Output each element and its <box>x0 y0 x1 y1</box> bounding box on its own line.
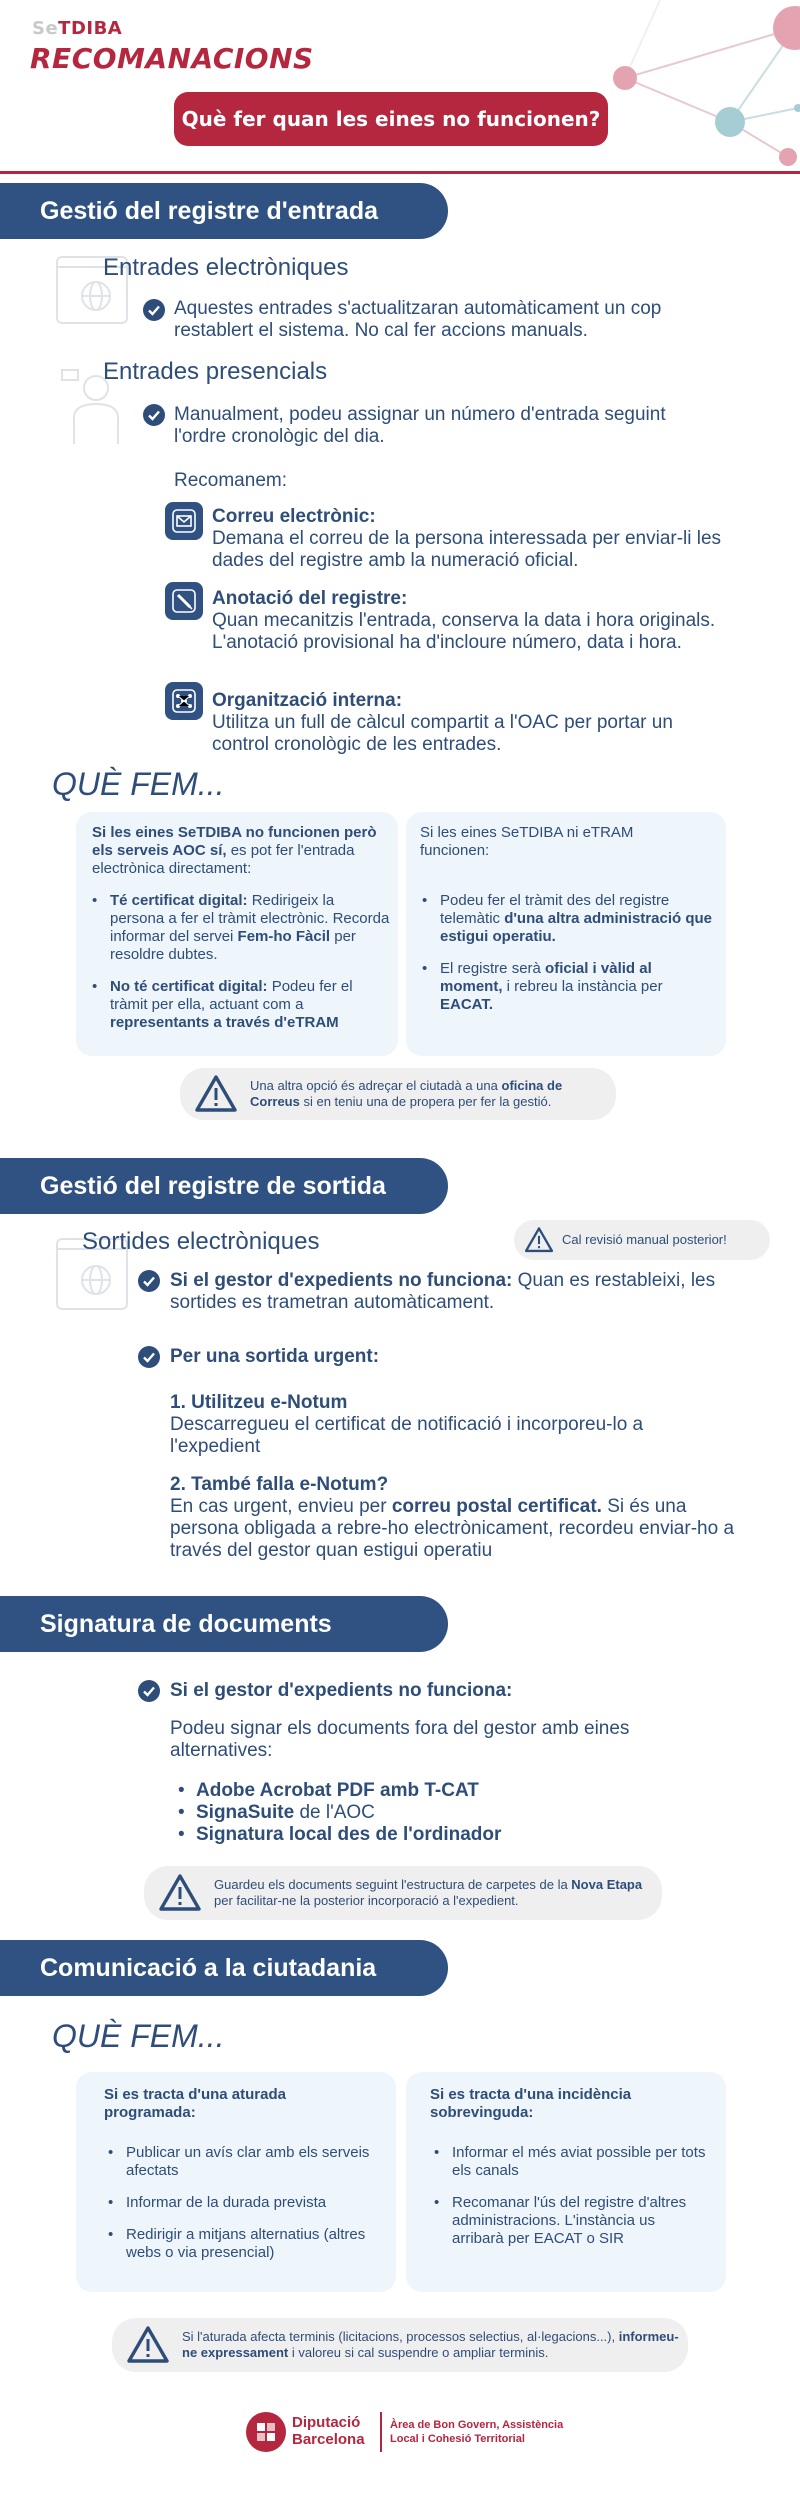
section-title-sortida: Gestió del registre de sortida <box>0 1158 448 1214</box>
section-title-entrada: Gestió del registre d'entrada <box>0 183 448 239</box>
diputacio-name: Diputació Barcelona <box>292 2414 365 2448</box>
step1-text: Descarregueu el certificat de notificació i incorporeu-lo a l'expedient <box>170 1414 644 1457</box>
entrades-electroniques-text: Aquestes entrades s'actualitzaran automàticament un cop restablert el sistema. No cal fer accions manuals. <box>174 298 662 341</box>
check-icon <box>143 299 165 321</box>
sortida-gestor-text: Si el gestor d'expedients no funciona: Quan es restableixi, les sortides es trametran automàticament. <box>170 1270 716 1313</box>
list-item: • Recomanar l'ús del registre d'altres administracions. L'instància us arribarà per EACAT o SIR <box>430 2194 706 2248</box>
footer-divider <box>380 2412 382 2452</box>
list-item: • Informar de la durada prevista <box>104 2194 380 2212</box>
list-item: • Té certificat digital: Redirigeix la persona a fer el tràmit electrònic. Recorda informar del servei Fem-ho Fàcil per resoldre dubtes. <box>88 892 392 964</box>
area-name: Àrea de Bon Govern, Assistència Local i Cohesió Territorial <box>390 2419 564 2445</box>
list-item: • No té certificat digital: Podeu fer el tràmit per ella, actuant com a representants a través d'eTRAM <box>88 978 392 1032</box>
sortides-electroniques-heading: Sortides electròniques <box>82 1228 320 1255</box>
step2-text: En cas urgent, envieu per correu postal certificat. Si és una persona obligada a rebre-ho electrònicament, recordeu enviar-ho a través del gestor quan estigui operatiu <box>170 1496 735 1561</box>
header-divider <box>0 171 800 174</box>
que-fem-heading: QUÈ FEM... <box>52 2018 225 2054</box>
section-title-comunicacio: Comunicació a la ciutadania <box>0 1940 448 1996</box>
card-intro: Si es tracta d'una aturada programada: <box>104 2086 286 2121</box>
entrades-presencials-text: Manualment, podeu assignar un número d'entrada seguint l'ordre cronològic del dia. <box>174 404 666 447</box>
recomanacio-text: Utilitza un full de càlcul compartit a l'OAC per portar un control cronològic de les entrades. <box>212 712 673 755</box>
list-item: • Adobe Acrobat PDF amb T-CAT <box>174 1780 694 1802</box>
recomanacio-text: Quan mecanitzis l'entrada, conserva la data i hora originals. L'anotació provisional ha d'incloure número, data i hora. <box>212 610 716 653</box>
card-aturada-programada <box>76 2072 396 2292</box>
warning-icon <box>194 1074 238 1114</box>
recomanacio-title: Organització interna: <box>212 690 403 711</box>
list-item: • SignaSuite de l'AOC <box>174 1802 694 1824</box>
network-icon <box>165 682 203 720</box>
entrades-presencials-heading: Entrades presencials <box>103 358 328 385</box>
note-correus: Una altra opció és adreçar el ciutadà a una oficina de Correus si en teniu una de propera per fer la gestió. <box>180 1068 616 1120</box>
list-item: • El registre serà oficial i vàlid al moment, i rebreu la instància per EACAT. <box>418 960 714 1014</box>
signatura-tools-list <box>174 1780 694 1846</box>
step2-title: 2. També falla e-Notum? <box>170 1474 389 1495</box>
signatura-text: Podeu signar els documents fora del gestor amb eines alternatives: <box>170 1718 630 1761</box>
subtitle-banner: Què fer quan les eines no funcionen? <box>174 92 608 146</box>
warning-icon <box>158 1873 202 1913</box>
card-nothing-works <box>406 812 726 1056</box>
diputacio-seal-icon <box>246 2412 286 2452</box>
list-item: • Informar el més aviat possible per tots els canals <box>430 2144 706 2180</box>
section-title-signatura: Signatura de documents <box>0 1596 448 1652</box>
note-terminis: Si l'aturada afecta terminis (licitacions, processos selectius, al·legacions...), informeu-ne expressament i valoreu si cal suspendre o ampliar terminis. <box>112 2318 688 2372</box>
card-incidencia-sobrevinguda <box>406 2072 726 2292</box>
list-item: • Podeu fer el tràmit des del registre telemàtic d'una altra administració que estigui operatiu. <box>418 892 714 946</box>
list-item: • Publicar un avís clar amb els serveis afectats <box>104 2144 380 2180</box>
recomanacio-title: Correu electrònic: <box>212 506 376 527</box>
warning-icon <box>524 1226 554 1254</box>
recomanem-label: Recomanem: <box>174 470 287 491</box>
check-icon <box>138 1346 160 1368</box>
list-item: • Signatura local des de l'ordinador <box>174 1824 694 1846</box>
list-item: • Redirigir a mitjans alternatius (altres webs o via presencial) <box>104 2226 380 2262</box>
note-nova-etapa: Guardeu els documents seguint l'estructura de carpetes de la Nova Etapa per facilitar-ne la posterior incorporació a l'expedient. <box>144 1866 662 1920</box>
sortida-urgent-label: Per una sortida urgent: <box>170 1346 380 1367</box>
entrades-electroniques-heading: Entrades electròniques <box>103 254 349 281</box>
envelope-icon <box>165 502 203 540</box>
recomanacio-title: Anotació del registre: <box>212 588 408 609</box>
recomanacio-text: Demana el correu de la persona interessada per enviar-li les dades del registre amb la numeració oficial. <box>212 528 722 571</box>
check-icon <box>138 1680 160 1702</box>
network-decoration <box>600 0 800 170</box>
card-aoc-works <box>76 812 398 1056</box>
card-intro: Si les eines SeTDIBA no funcionen però els serveis AOC sí, es pot fer l'entrada electrònica directament: <box>92 824 377 877</box>
step1-title: 1. Utilitzeu e-Notum <box>170 1392 348 1413</box>
warning-icon <box>126 2325 170 2365</box>
card-intro: Si les eines SeTDIBA ni eTRAM funcionen: <box>420 824 634 859</box>
pencil-icon <box>165 582 203 620</box>
que-fem-heading: QUÈ FEM... <box>52 766 225 802</box>
manual-review-badge: Cal revisió manual posterior! <box>514 1220 770 1260</box>
signatura-gestor-label: Si el gestor d'expedients no funciona: <box>170 1680 513 1701</box>
page-title: RECOMANACIONS <box>30 42 314 75</box>
check-icon <box>143 404 165 426</box>
card-intro: Si es tracta d'una incidència sobrevinguda: <box>430 2086 632 2121</box>
check-icon <box>138 1270 160 1292</box>
setdiba-logo: SeTDIBA <box>32 18 123 39</box>
